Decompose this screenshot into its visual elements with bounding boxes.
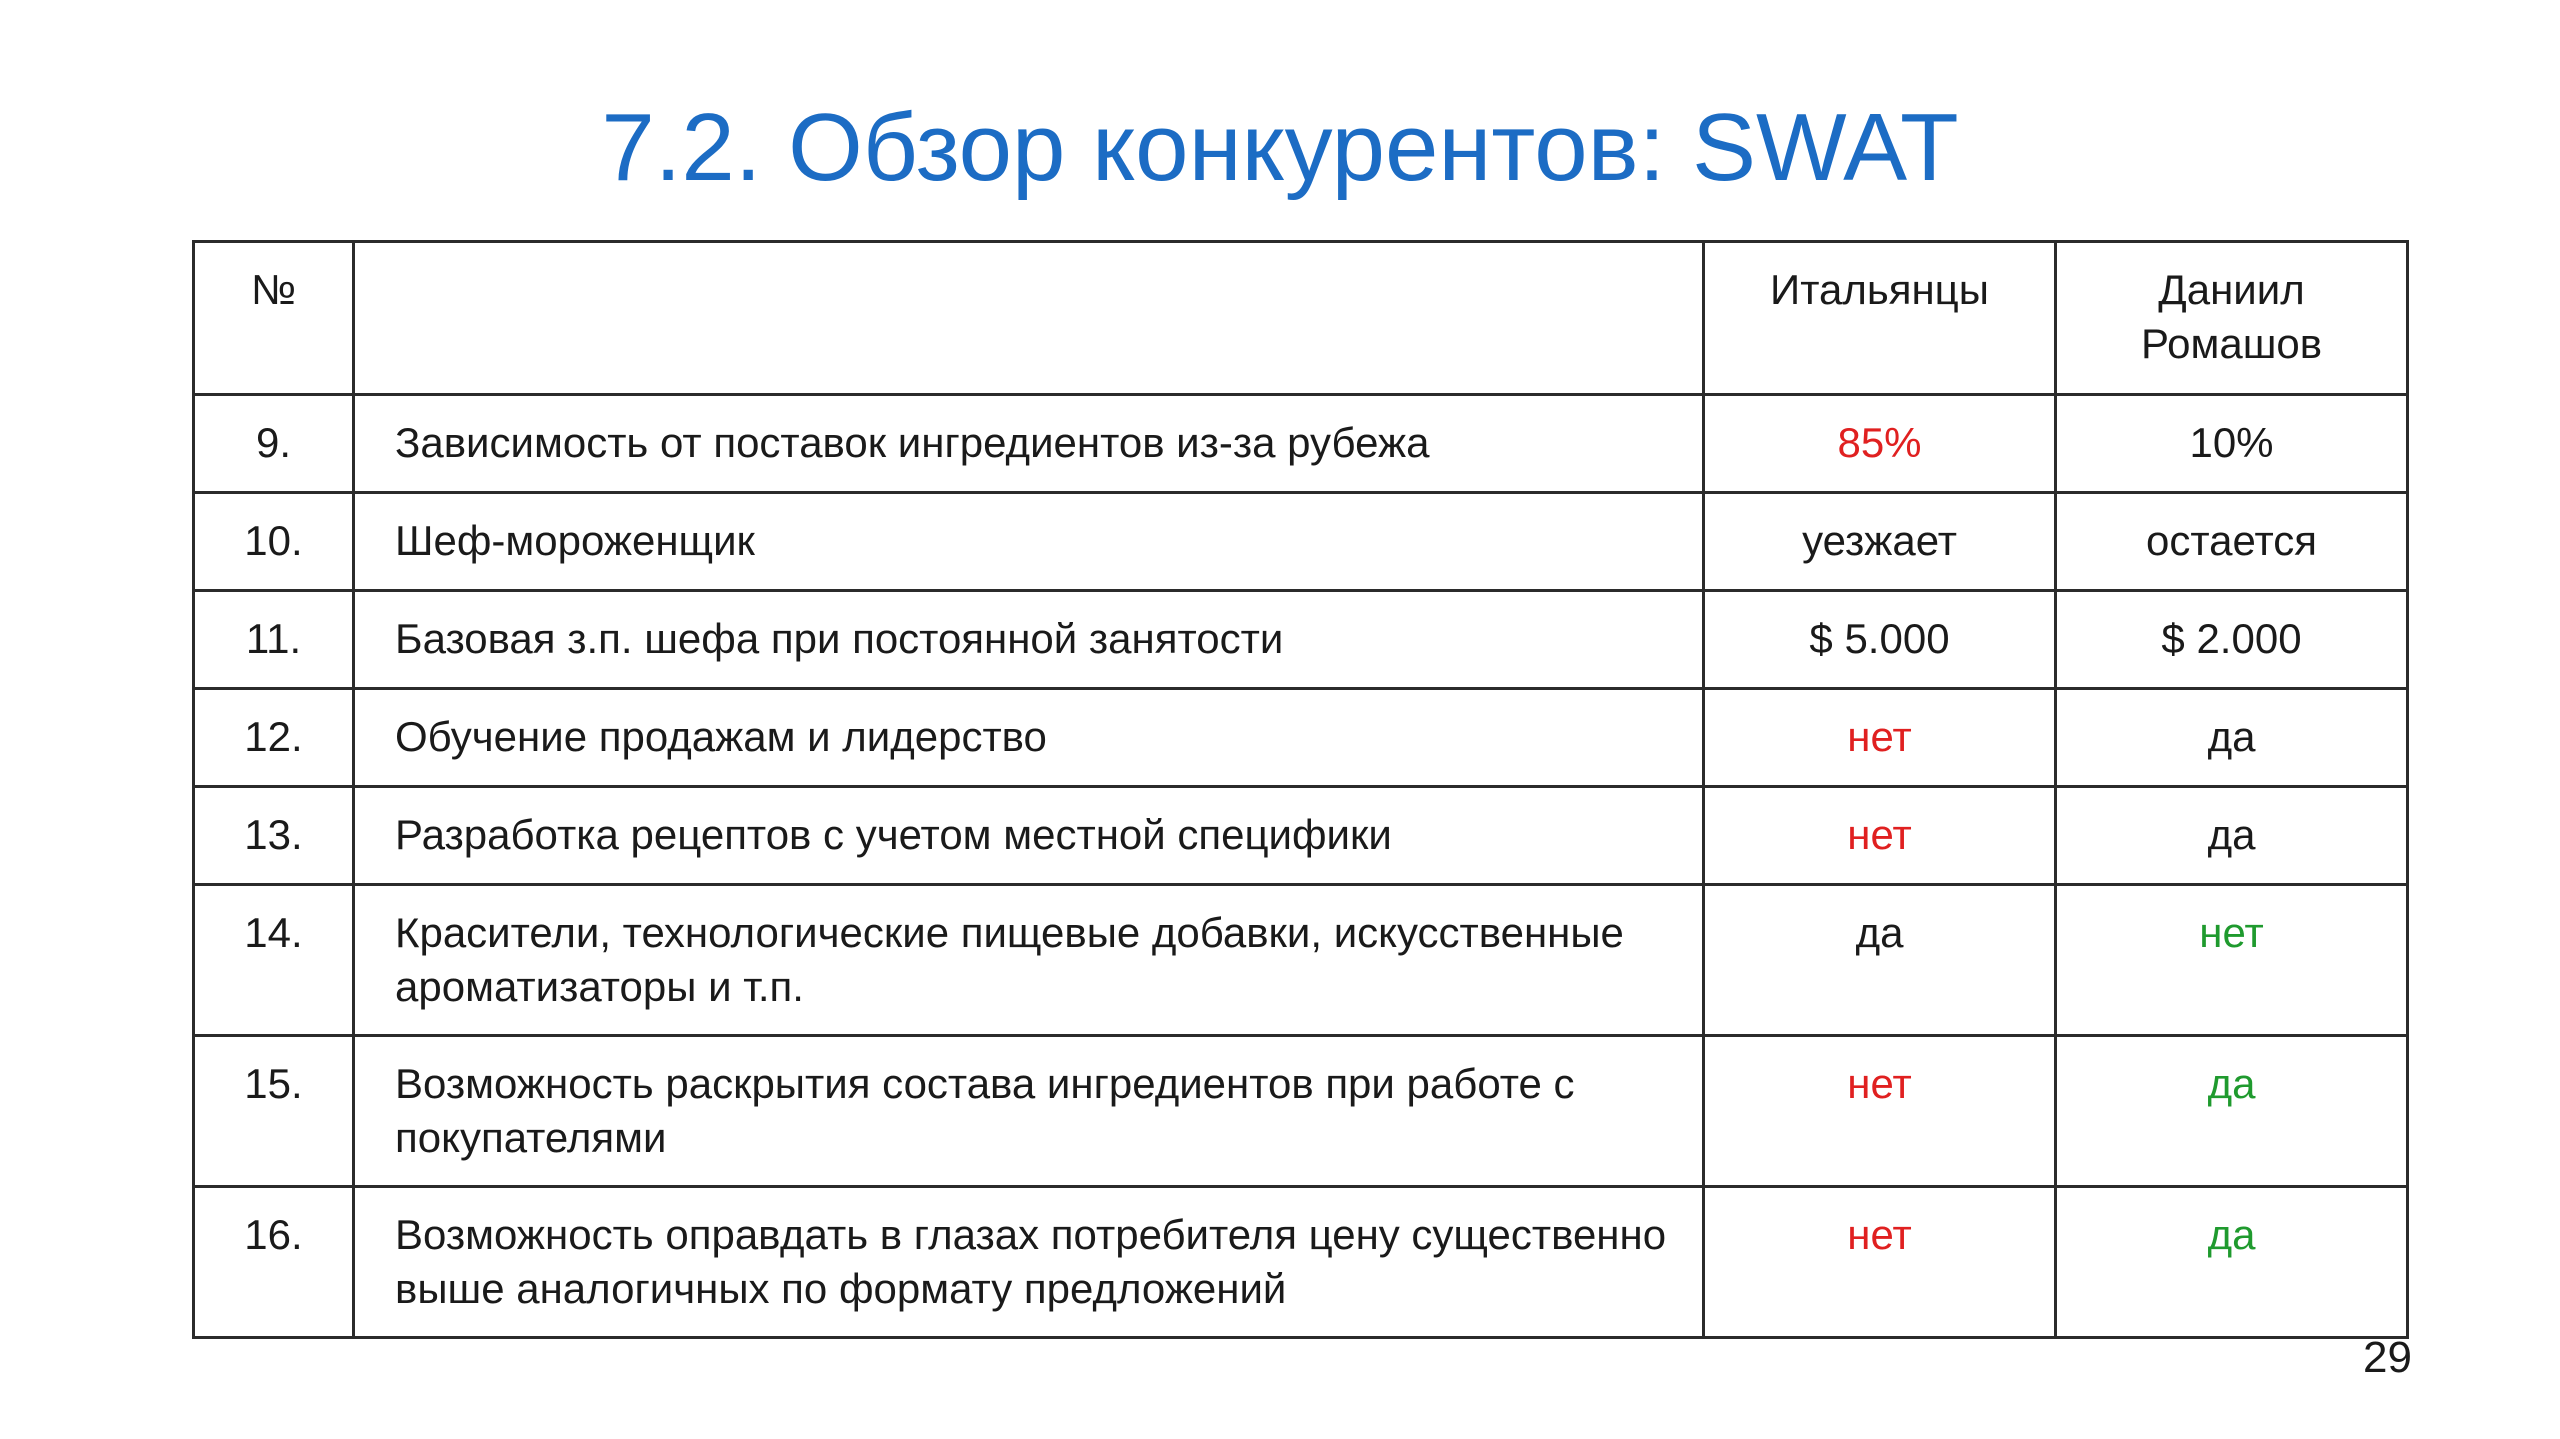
row-criterion: Красители, технологические пищевые добавки, искусственные ароматизаторы и т.п. (354, 885, 1704, 1036)
row-number: 12. (194, 689, 354, 787)
table-row (194, 1187, 2408, 1338)
row-value-italians: нет (1704, 1036, 2056, 1187)
row-criterion: Возможность раскрытия состава ингредиентов при работе с покупателями (354, 1036, 1704, 1187)
table-row (194, 885, 2408, 1036)
row-criterion: Возможность оправдать в глазах потребителя цену существенно выше аналогичных по формату предложений (354, 1187, 1704, 1338)
row-value-daniil-romashov: да (2056, 689, 2408, 787)
row-number: 11. (194, 591, 354, 689)
row-value-daniil-romashov: да (2056, 1187, 2408, 1338)
table-header-row (194, 242, 2408, 395)
header-number: № (194, 242, 354, 395)
header-criterion (354, 242, 1704, 395)
row-number: 13. (194, 787, 354, 885)
row-number: 14. (194, 885, 354, 1036)
row-value-italians: нет (1704, 1187, 2056, 1338)
row-value-italians: уезжает (1704, 493, 2056, 591)
row-value-italians: нет (1704, 689, 2056, 787)
row-criterion: Разработка рецептов с учетом местной специфики (354, 787, 1704, 885)
header-italians: Итальянцы (1704, 242, 2056, 395)
row-value-italians: 85% (1704, 395, 2056, 493)
row-number: 9. (194, 395, 354, 493)
row-criterion: Базовая з.п. шефа при постоянной занятости (354, 591, 1704, 689)
row-value-daniil-romashov: остается (2056, 493, 2408, 591)
header-daniil-romashov: Даниил Ромашов (2056, 242, 2408, 395)
table-row (194, 1036, 2408, 1187)
table-row (194, 787, 2408, 885)
row-value-daniil-romashov: да (2056, 1036, 2408, 1187)
row-criterion: Зависимость от поставок ингредиентов из-за рубежа (354, 395, 1704, 493)
row-value-daniil-romashov: 10% (2056, 395, 2408, 493)
row-value-daniil-romashov: $ 2.000 (2056, 591, 2408, 689)
row-value-italians: нет (1704, 787, 2056, 885)
table-row (194, 689, 2408, 787)
row-value-daniil-romashov: нет (2056, 885, 2408, 1036)
table-row (194, 395, 2408, 493)
row-number: 10. (194, 493, 354, 591)
row-criterion: Обучение продажам и лидерство (354, 689, 1704, 787)
row-number: 15. (194, 1036, 354, 1187)
row-value-daniil-romashov: да (2056, 787, 2408, 885)
row-criterion: Шеф-мороженщик (354, 493, 1704, 591)
slide-title: 7.2. Обзор конкурентов: SWAT (601, 94, 1959, 201)
page-number: 29 (2363, 1333, 2412, 1382)
table-row (194, 591, 2408, 689)
row-value-italians: да (1704, 885, 2056, 1036)
row-number: 16. (194, 1187, 354, 1338)
competitor-comparison-table (192, 240, 2409, 1339)
table-row (194, 493, 2408, 591)
row-value-italians: $ 5.000 (1704, 591, 2056, 689)
